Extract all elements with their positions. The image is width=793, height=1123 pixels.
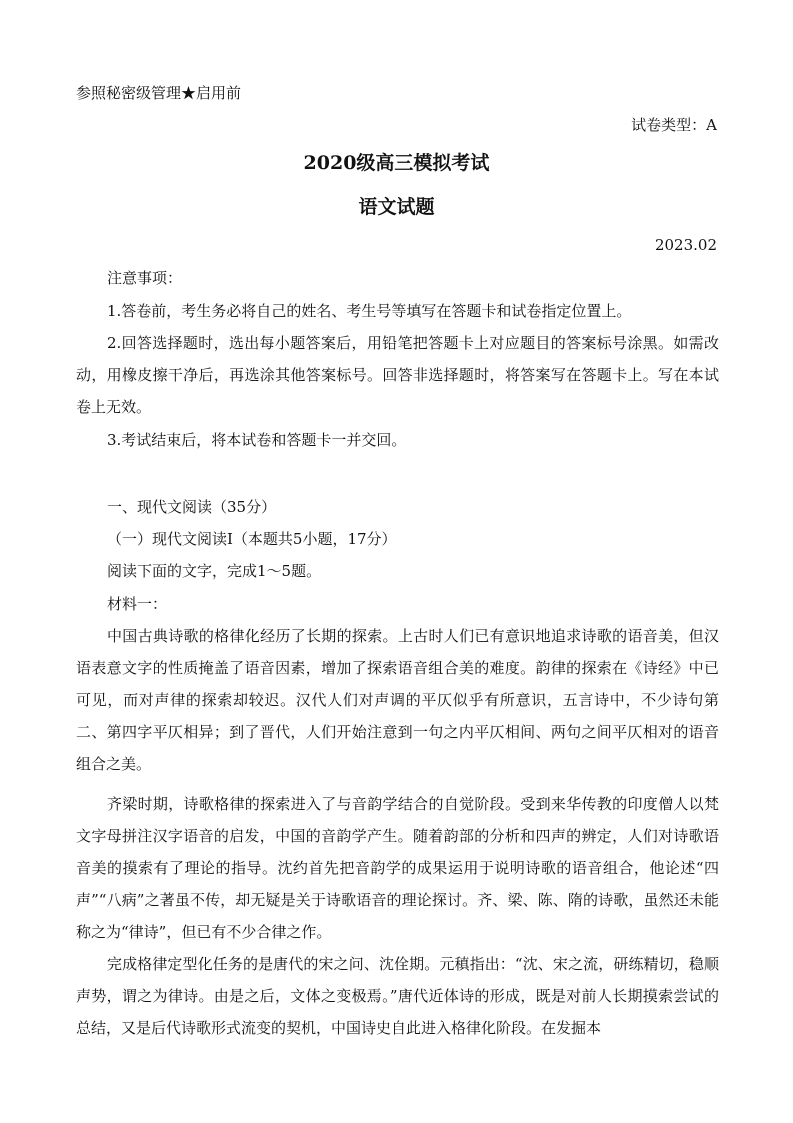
notice-item: 3.考试结束后，将本试卷和答题卡一并交回。: [107, 431, 407, 449]
exam-subject-title: 语文试题: [358, 196, 435, 218]
material-label: 材料一：: [107, 595, 168, 613]
material-paragraph: 齐梁时期，诗歌格律的探索进入了与音韵学结合的自觉阶段。受到来华传教的印度僧人以梵文字母拼注汉字语音的启发，中国的音韵学产生。随着韵部的分析和四声的辨定，人们对诗歌语音美的摸索有了理论的指导。沈约首先把音韵学的成果运用于说明诗歌的语音组合，他论述“四声”“八病”之著虽不传，却无疑是关于诗歌语音的理论探讨。齐、梁、陈、隋的诗歌，虽然还未能称之为“律诗”，但已有不少合律之作。: [76, 795, 719, 941]
material-paragraph: 中国古典诗歌的格律化经历了长期的探索。上古时人们已有意识地追求诗歌的语音美，但汉语表意文字的性质掩盖了语音因素，增加了探索语音组合美的难度。韵律的探索在《诗经》中已可见，而对声律的探索却较迟。汉代人们对声调的平仄似乎有所意识，五言诗中，不少诗句第二、第四字平仄相异；到了晋代，人们开始注意到一句之内平仄相间、两句之间平仄相对的语音组合之美。: [76, 627, 719, 773]
notice-heading: 注意事项：: [107, 269, 183, 287]
notice-item: 1.答卷前，考生务必将自己的姓名、考生号等填写在答题卡和试卷指定位置上。: [107, 302, 632, 320]
section-heading: 一、现代文阅读（35分）: [107, 498, 277, 516]
paper-type: 试卷类型：A: [631, 116, 717, 134]
subsection-heading: （一）现代文阅读Ⅰ（本题共5小题，17分）: [107, 530, 397, 548]
notice-item: 2.回答选择题时，选出每小题答案后，用铅笔把答题卡上对应题目的答案标号涂黑。如需改动，用橡皮擦干净后，再选涂其他答案标号。回答非选择题时，将答案写在答题卡上。写在本试卷上无效。: [76, 334, 719, 416]
exam-title: 2020级高三模拟考试: [303, 152, 490, 174]
exam-date: 2023.02: [654, 236, 717, 254]
reading-instruction: 阅读下面的文字，完成1～5题。: [107, 562, 322, 580]
material-paragraph: 完成格律定型化任务的是唐代的宋之问、沈佺期。元稹指出：“沈、宋之流，研练精切，稳顺声势，谓之为律诗。由是之后，文体之变极焉。”唐代近体诗的形成，既是对前人长期摸索尝试的总结，又是后代诗歌形式流变的契机，中国诗史自此进入格律化阶段。在发掘本: [76, 955, 719, 1037]
secrecy-level: 参照秘密级管理★启用前: [76, 84, 242, 102]
